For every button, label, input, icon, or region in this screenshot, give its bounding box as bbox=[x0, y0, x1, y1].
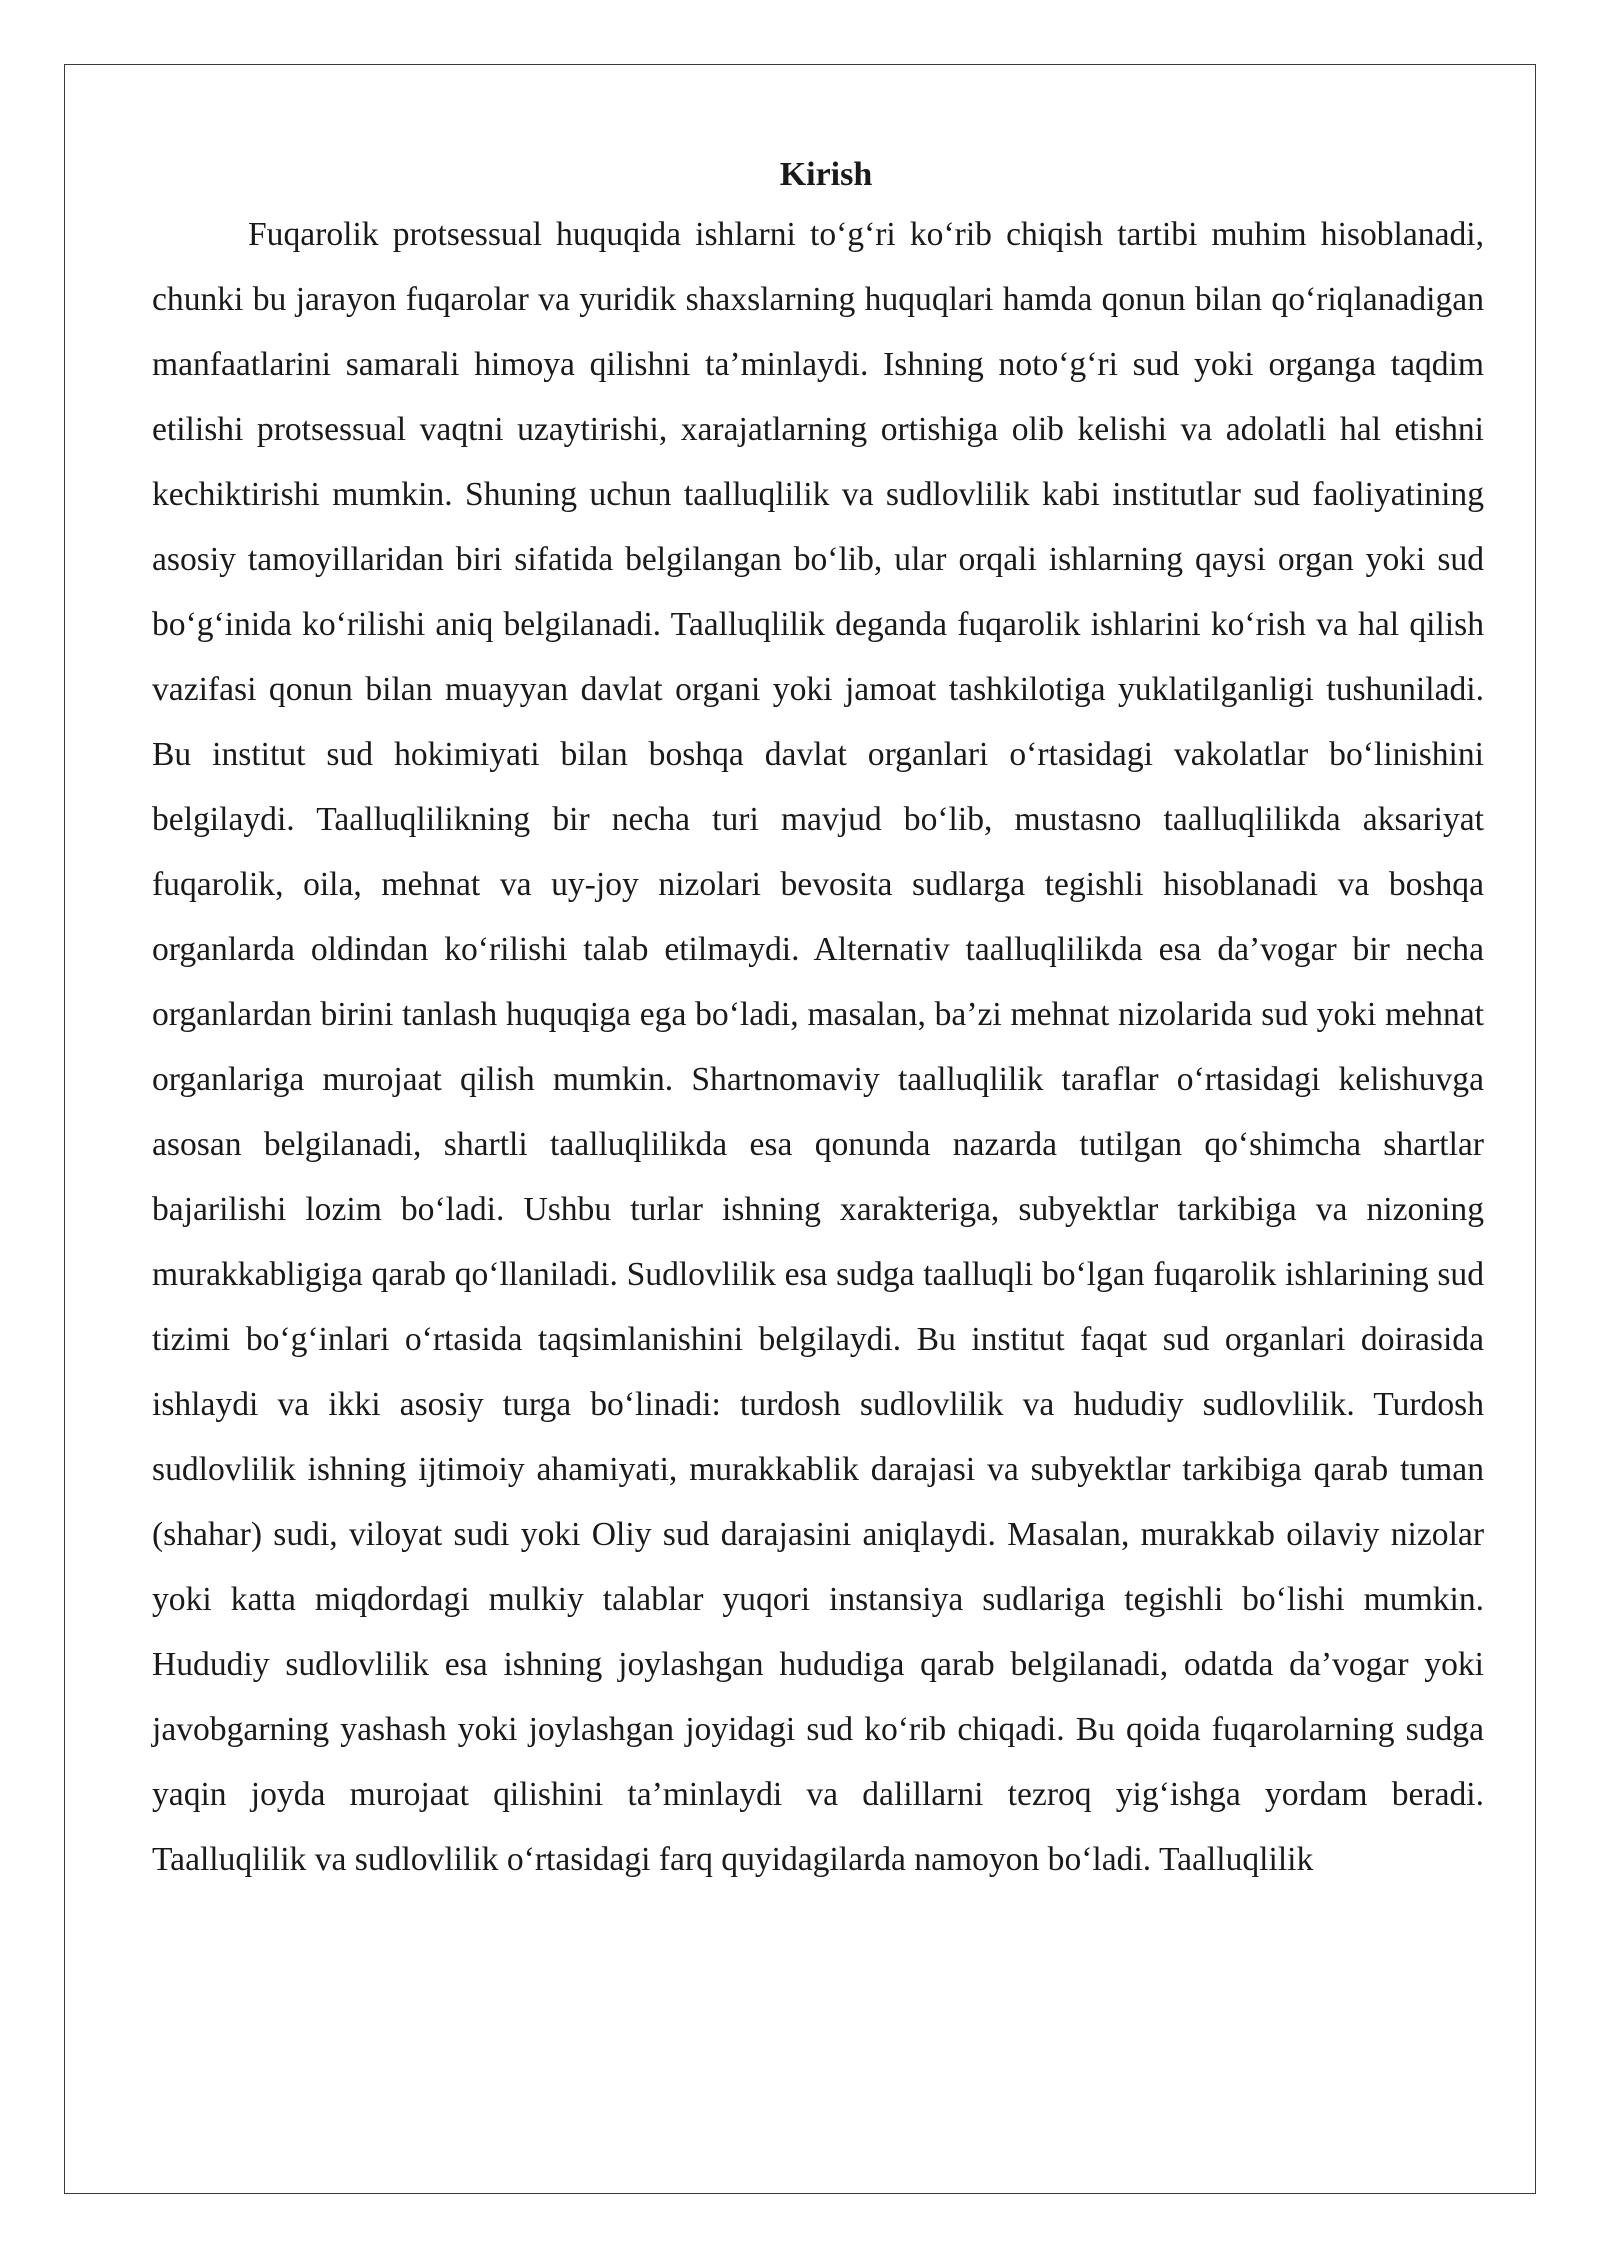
body-paragraph: Fuqarolik protsessual huquqida ishlarni to‘g‘ri ko‘rib chiqish tartibi muhim hisoblanadi, chunki bu jarayon fuqarolar va yuridik shaxslarning huquqlari hamda qonun bilan qo‘riqlanadigan manfaatlarini samarali himoya qilishni ta’minlaydi. Ishning noto‘g‘ri sud yoki organga taqdim etilishi protsessual vaqtni uzaytirishi, xarajatlarning ortishiga olib kelishi va adolatli hal etishni kechiktirishi mumkin. Shuning uchun taalluqlilik va sudlovlilik kabi institutlar sud faoliyatining asosiy tamoyillaridan biri sifatida belgilangan bo‘lib, ular orqali ishlarning qaysi organ yoki sud bo‘g‘inida ko‘rilishi aniq belgilanadi. Taalluqlilik deganda fuqarolik ishlarini ko‘rish va hal qilish vazifasi qonun bilan muayyan davlat organi yoki jamoat tashkilotiga yuklatilganligi tushuniladi. Bu institut sud hokimiyati bilan boshqa davlat organlari o‘rtasidagi vakolatlar bo‘linishini belgilaydi. Taalluqlilikning bir necha turi mavjud bo‘lib, mustasno taalluqlilikda aksariyat fuqarolik, oila, mehnat va uy-joy nizolari bevosita sudlarga tegishli hisoblanadi va boshqa organlarda oldindan ko‘rilishi talab etilmaydi. Alternativ taalluqlilikda esa da’vogar bir necha organlardan birini tanlash huquqiga ega bo‘ladi, masalan, ba’zi mehnat nizolarida sud yoki mehnat organlariga murojaat qilish mumkin. Shartnomaviy taalluqlilik taraflar o‘rtasidagi kelishuvga asosan belgilanadi, shartli taalluqlilikda esa qonunda nazarda tutilgan qo‘shimcha shartlar bajarilishi lozim bo‘ladi. Ushbu turlar ishning xarakteriga, subyektlar tarkibiga va nizoning murakkabligiga qarab qo‘llaniladi. Sudlovlilik esa sudga taalluqli bo‘lgan fuqarolik ishlarining sud tizimi bo‘g‘inlari o‘rtasida taqsimlanishini belgilaydi. Bu institut faqat sud organlari doirasida ishlaydi va ikki asosiy turga bo‘linadi: turdosh sudlovlilik va hududiy sudlovlilik. Turdosh sudlovlilik ishning ijtimoiy ahamiyati, murakkablik darajasi va subyektlar tarkibiga qarab tuman (shahar) sudi, viloyat sudi yoki Oliy sud darajasini aniqlaydi. Masalan, murakkab oilaviy nizolar yoki katta miqdordagi mulkiy talablar yuqori instansiya sudlariga tegishli bo‘lishi mumkin. Hududiy sudlovlilik esa ishning joylashgan hududiga qarab belgilanadi, odatda da’vogar yoki javobgarning yashash yoki joylashgan joyidagi sud ko‘rib chiqadi. Bu qoida fuqarolarning sudga yaqin joyda murojaat qilishini ta’minlaydi va dalillarni tezroq yig‘ishga yordam beradi. Taalluqlilik va sudlovlilik o‘rtasidagi farq quyidagilarda namoyon bo‘ladi. Taalluqlilik bbox=[152, 216, 1484, 1878]
document-title: Kirish bbox=[779, 156, 873, 193]
document-body bbox=[152, 148, 1484, 1892]
